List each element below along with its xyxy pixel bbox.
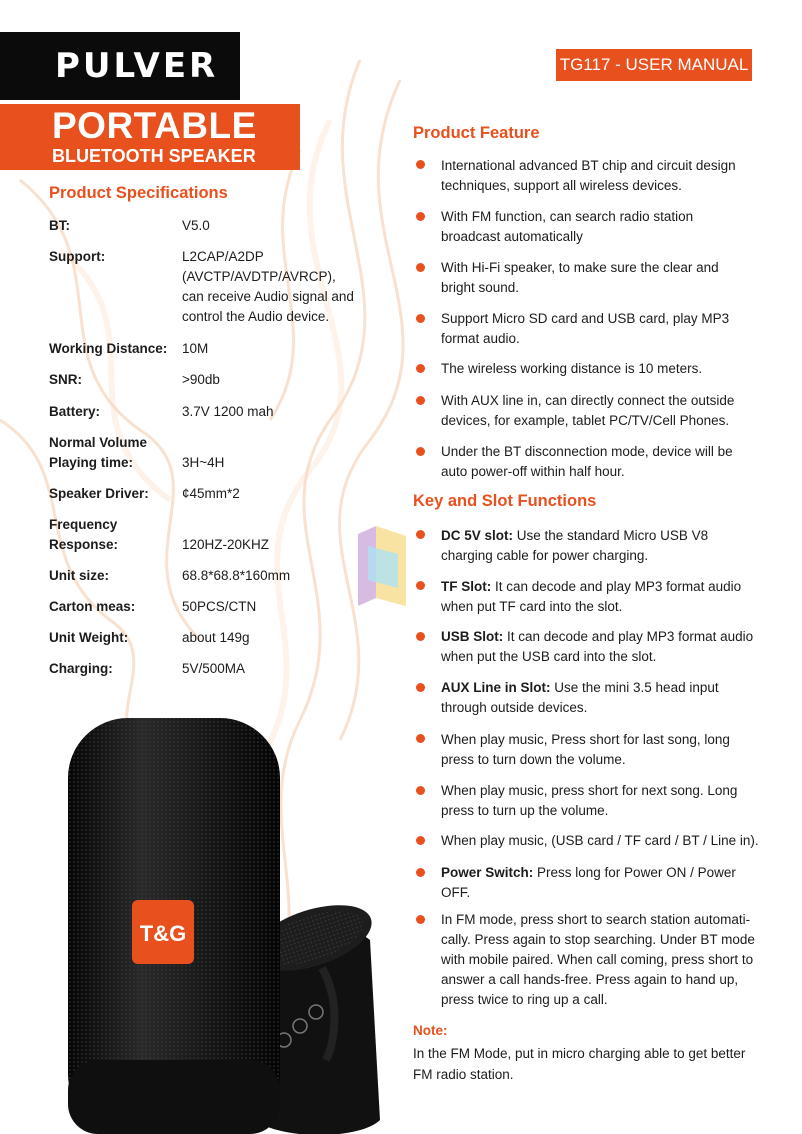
- bullet-icon: [416, 160, 425, 169]
- spec-value: about 149g: [182, 630, 250, 645]
- feature-item: With AUX line in, can directly connect the outside devices, for example, tablet PC/TV/Cell Phones.: [441, 393, 735, 428]
- feature-item: Support Micro SD card and USB card, play MP3 format audio.: [441, 311, 730, 346]
- key-item: [441, 678, 731, 718]
- key-item: [441, 526, 741, 566]
- key-item-text: When play music, press short for next song. Long press to turn up the volume.: [441, 783, 738, 818]
- feature-item: Under the BT disconnection mode, device will be auto power-off within half hour.: [441, 444, 733, 479]
- key-item-text: It can decode and play MP3 format audio when put the USB card into the slot.: [441, 629, 754, 664]
- key-item-text: Use the standard Micro USB V8 charging cable for power charging.: [441, 528, 709, 563]
- key-item: [441, 730, 741, 770]
- key-item: [441, 831, 781, 851]
- spec-value: 68.8*68.8*160mm: [182, 568, 291, 583]
- spec-value: 3H~4H: [182, 455, 225, 470]
- key-item-text: When play music, (USB card / TF card / BT / Line in).: [441, 833, 759, 848]
- bullet-icon: [416, 915, 425, 924]
- key-item-text: It can decode and play MP3 format audio when put TF card into the slot.: [441, 579, 742, 614]
- spec-label: BT:: [49, 218, 70, 233]
- bullet-icon: [416, 632, 425, 641]
- spec-value: >90db: [182, 372, 220, 387]
- bullet-icon: [416, 447, 425, 456]
- watermark-logo: [358, 526, 406, 606]
- specs-heading: Product Specifications: [49, 184, 228, 202]
- brand-logo: PULVER: [55, 46, 219, 86]
- spec-label: Normal Volume Playing time:: [49, 435, 148, 470]
- key-item-label: AUX Line in Slot:: [441, 680, 551, 695]
- spec-value: 5V/500MA: [182, 661, 246, 676]
- key-item-text: When play music, Press short for last song, long press to turn down the volume.: [441, 732, 730, 767]
- bullet-icon: [416, 530, 425, 539]
- bullet-icon: [416, 263, 425, 272]
- bullet-icon: [416, 734, 425, 743]
- key-item-label: USB Slot:: [441, 629, 504, 644]
- spec-label: Carton meas:: [49, 599, 136, 614]
- key-item-label: TF Slot:: [441, 579, 492, 594]
- page-subtitle: BLUETOOTH SPEAKER: [52, 146, 256, 166]
- key-item-label: DC 5V slot:: [441, 528, 514, 543]
- bullet-icon: [416, 314, 425, 323]
- spec-value: L2CAP/A2DP (AVCTP/AVDTP/AVRCP), can receive Audio signal and control the Audio device.: [182, 249, 354, 324]
- spec-label: Frequency Response:: [49, 517, 119, 552]
- features-heading: Product Feature: [413, 124, 540, 142]
- key-item-text: Press long for Power ON / Power OFF.: [441, 865, 736, 900]
- bullet-icon: [416, 581, 425, 590]
- feature-item: The wireless working distance is 10 meters.: [441, 361, 703, 376]
- key-item: [441, 627, 756, 667]
- bullet-icon: [416, 868, 425, 877]
- bullet-icon: [416, 786, 425, 795]
- spec-label: Unit size:: [49, 568, 110, 583]
- key-item: [441, 781, 741, 821]
- spec-label: Charging:: [49, 661, 113, 676]
- feature-item: With FM function, can search radio station broadcast automatically: [441, 209, 694, 244]
- key-item-text: In FM mode, press short to search station automati-cally. Press again to stop searching. Under BT mode with mobile paired. When call coming, press short to answer a call hands-free. Press again to hand up, press twice to ring up a call.: [441, 912, 755, 1007]
- spec-label: Support:: [49, 249, 106, 264]
- spec-label: Battery:: [49, 404, 101, 419]
- spec-value: 10M: [182, 341, 209, 356]
- spec-value: 120HZ-20KHZ: [182, 537, 270, 552]
- spec-value: V5.0: [182, 218, 210, 233]
- spec-value: 3.7V 1200 mah: [182, 404, 274, 419]
- bullet-icon: [416, 212, 425, 221]
- key-item: [441, 863, 741, 903]
- feature-item: With Hi-Fi speaker, to make sure the clear and bright sound.: [441, 260, 719, 295]
- spec-value: 50PCS/CTN: [182, 599, 257, 614]
- key-item: [441, 910, 759, 1010]
- keys-heading: Key and Slot Functions: [413, 492, 597, 510]
- speaker-product-image: [40, 700, 400, 1134]
- spec-label: Working Distance:: [49, 341, 168, 356]
- spec-label: Unit Weight:: [49, 630, 129, 645]
- spec-label: Speaker Driver:: [49, 486, 149, 501]
- spec-label: SNR:: [49, 372, 82, 387]
- bullet-icon: [416, 364, 425, 373]
- bullet-icon: [416, 396, 425, 405]
- page-title: PORTABLE: [52, 105, 257, 146]
- feature-item: International advanced BT chip and circuit design techniques, support all wireless devices.: [441, 158, 736, 193]
- main-speaker: [68, 718, 280, 1134]
- brand-badge-text: T&G: [139, 921, 187, 946]
- bullet-icon: [416, 836, 425, 845]
- note-label: Note:: [413, 1023, 448, 1038]
- key-item-text: Use the mini 3.5 head input through outside devices.: [441, 680, 719, 715]
- manual-badge: TG117 - USER MANUAL: [556, 49, 752, 81]
- bullet-icon: [416, 683, 425, 692]
- key-item-label: Power Switch:: [441, 865, 534, 880]
- note-text: In the FM Mode, put in micro charging able to get better FM radio station.: [413, 1046, 746, 1082]
- spec-value: ¢45mm*2: [182, 486, 240, 501]
- key-item: [441, 577, 751, 617]
